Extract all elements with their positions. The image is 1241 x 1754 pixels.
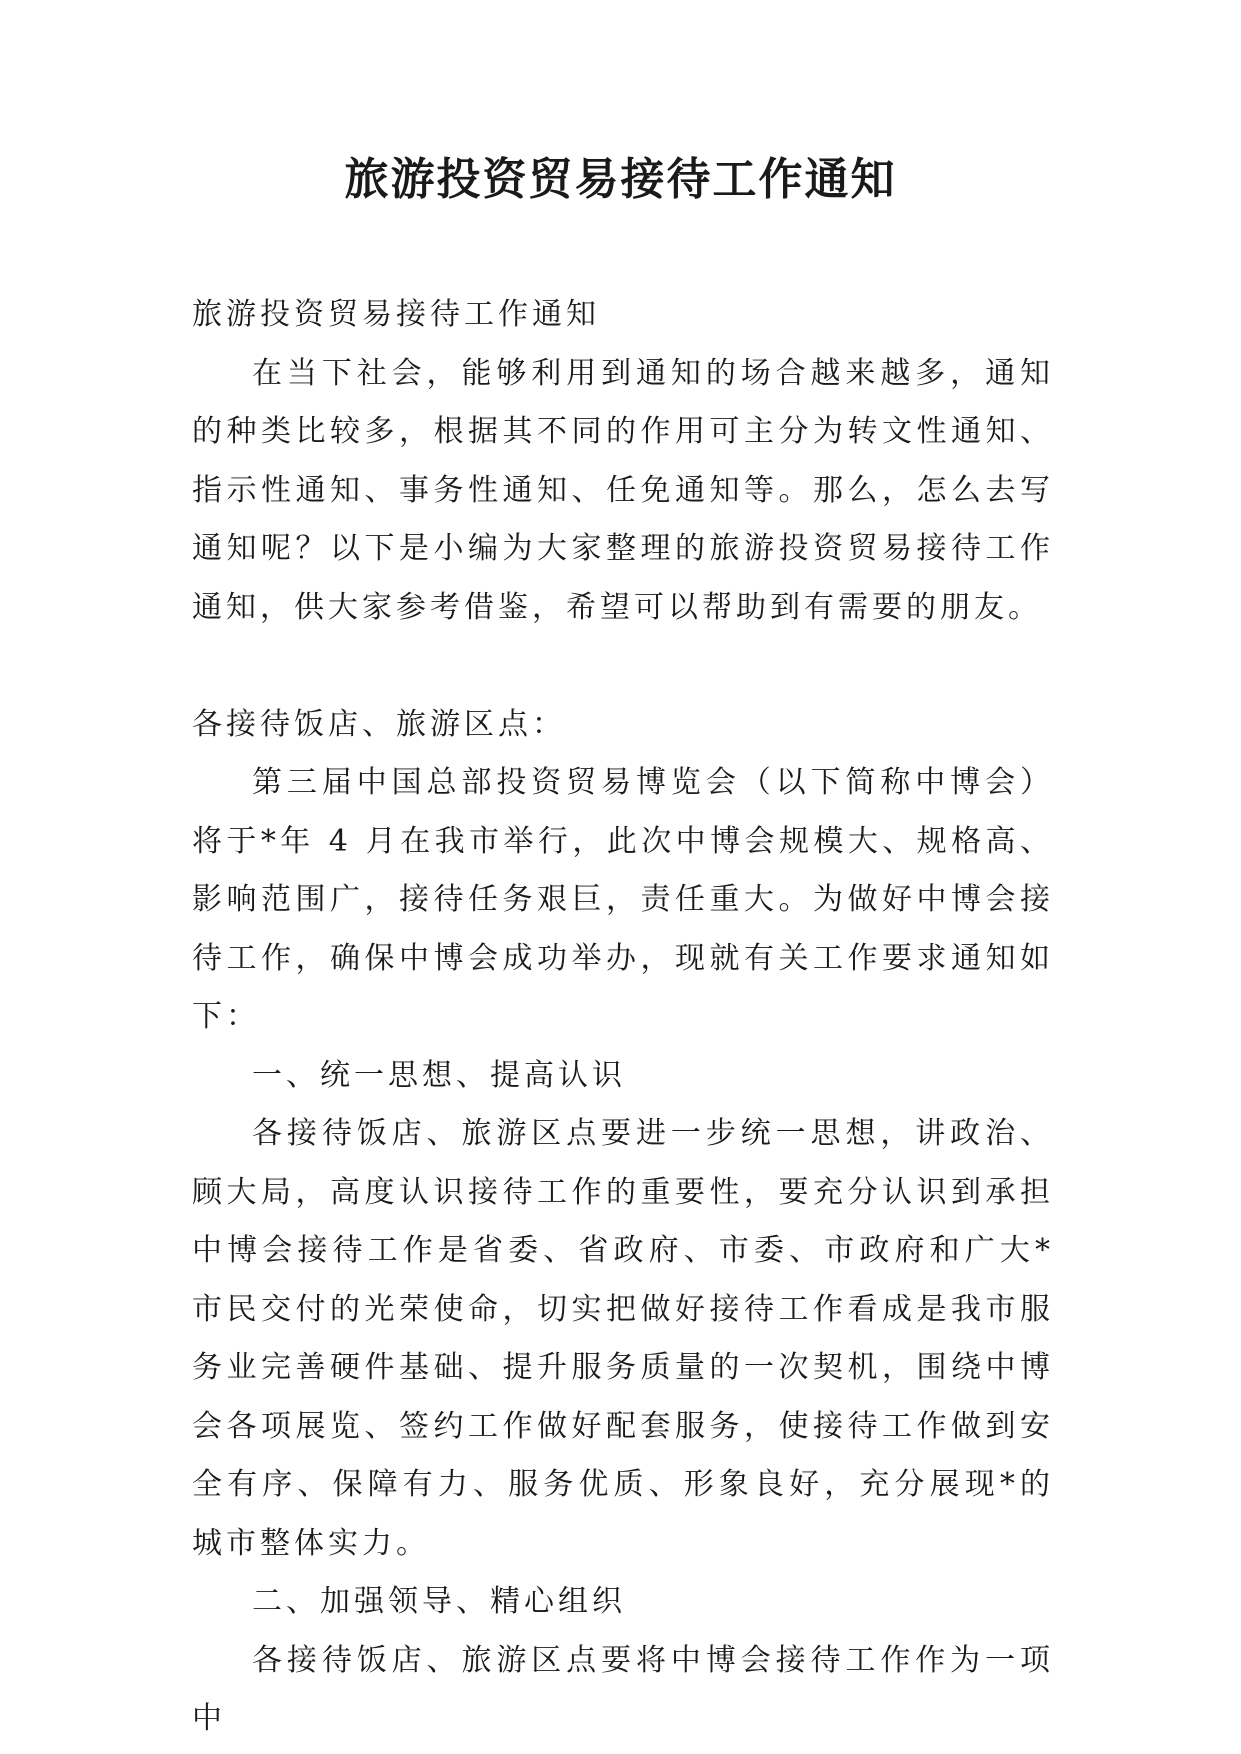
notice-paragraph: 第三届中国总部投资贸易博览会（以下简称中博会）将于*年 4 月在我市举行，此次中博会规模大、规格高、影响范围广，接待任务艰巨，责任重大。为做好中博会接待工作，确保中博会成功举办，现就有关工作要求通知如下： [192,765,1054,1034]
subtitle-line: 旅游投资贸易接待工作通知 [192,297,600,332]
section-heading-1: 一、统一思想、提高认识 [252,1057,626,1093]
document-body [192,286,1054,1749]
intro-paragraph: 在当下社会，能够利用到通知的场合越来越多，通知的种类比较多，根据其不同的作用可主分为转文性通知、指示性通知、事务性通知、任免通知等。那么，怎么去写通知呢？以下是小编为大家整理的旅游投资贸易接待工作通知，供大家参考借鉴，希望可以帮助到有需要的朋友。 [192,355,1054,625]
section-paragraph-1: 各接待饭店、旅游区点要进一步统一思想，讲政治、顾大局，高度认识接待工作的重要性，要充分认识到承担中博会接待工作是省委、省政府、市委、市政府和广大*市民交付的光荣使命，切实把做好接待工作看成是我市服务业完善硬件基础、提升服务质量的一次契机，围绕中博会各项展览、签约工作做好配套服务，使接待工作做到安全有序、保障有力、服务优质、形象良好，充分展现*的城市整体实力。 [192,1116,1054,1561]
salutation: 各接待饭店、旅游区点： [192,706,566,742]
section-heading-2: 二、加强领导、精心组织 [252,1584,626,1619]
document-title: 旅游投资贸易接待工作通知 [344,154,897,205]
section-paragraph-2: 各接待饭店、旅游区点要将中博会接待工作作为一项中 [192,1642,1054,1736]
